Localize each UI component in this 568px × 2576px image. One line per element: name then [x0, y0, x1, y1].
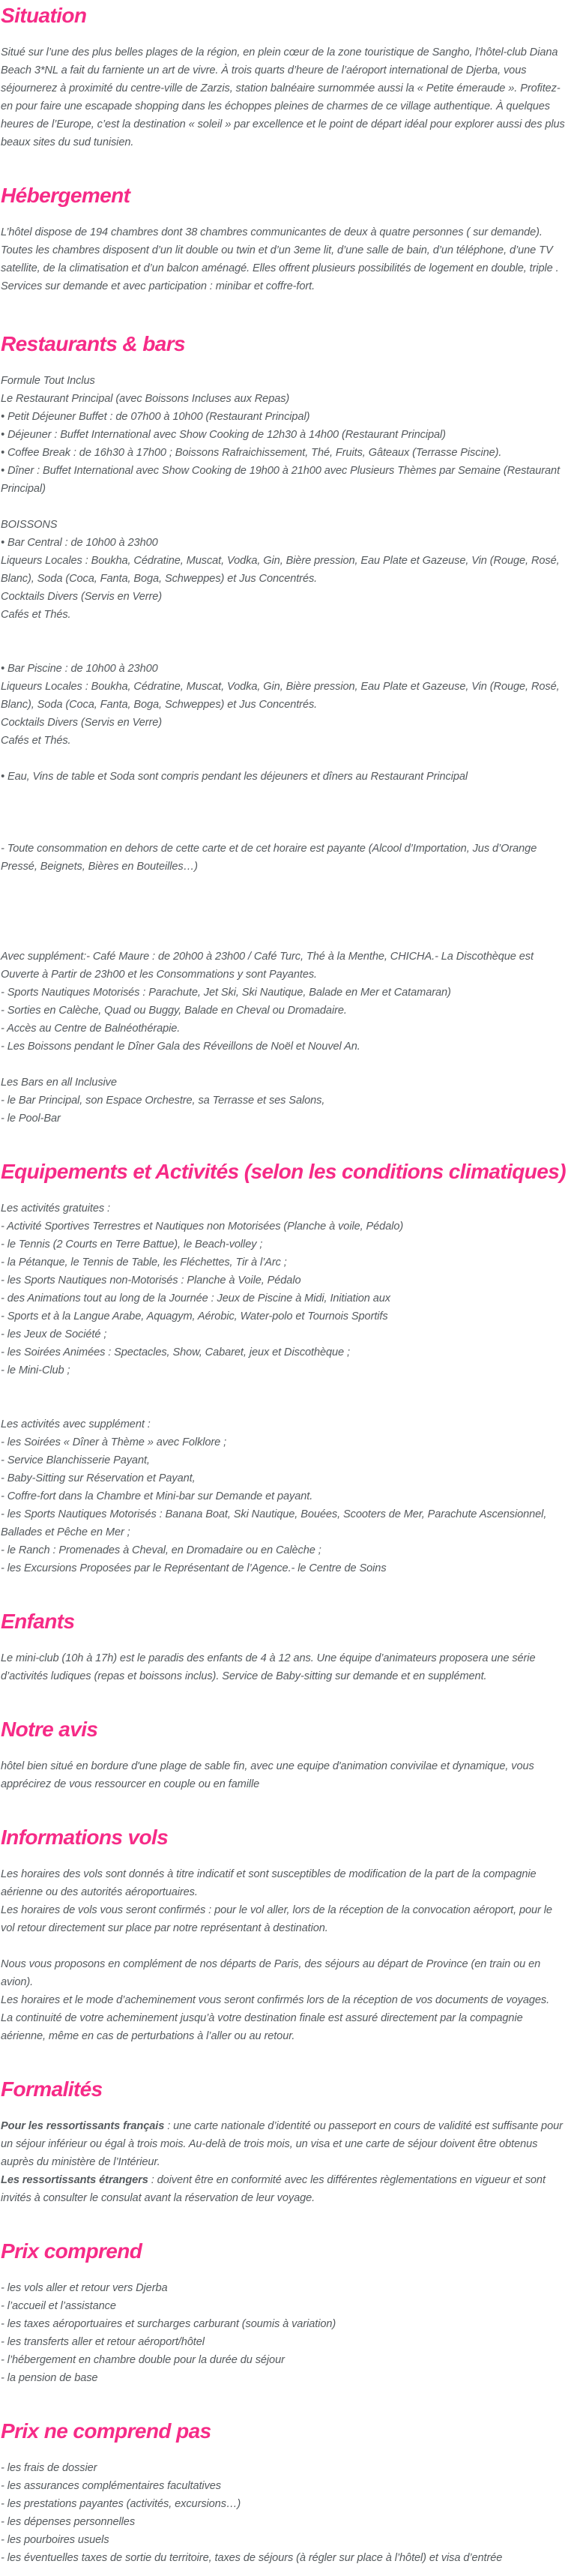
paragraph: - le Tennis (2 Courts en Terre Battue), le Beach-volley ;	[1, 1239, 263, 1251]
paragraph: - les Sports Nautiques Motorisés : Banana Boat, Ski Nautique, Bouées, Scooters de Mer, Parachute Ascensionnel, Ballades et Pêche en Mer ;	[1, 1508, 547, 1538]
text-block	[1, 1074, 567, 1128]
section-heading-prix-comprend: Prix comprend	[1, 2239, 142, 2263]
text-block	[1, 1649, 567, 1685]
paragraph: Avec supplément:- Café Maure : de 20h00 à 23h00 / Café Turc, Thé à la Menthe, CHICHA.- La Discothèque est Ouverte à Partir de 23h00 et les Consommations y sont Payantes.	[1, 951, 534, 981]
paragraph: - Service Blanchisserie Payant,	[1, 1454, 150, 1466]
section-enfants	[1, 1609, 567, 1685]
paragraph: - l’accueil et l’assistance	[1, 2300, 116, 2312]
paragraph-text: : une carte nationale d’identité ou passeport en cours de validité est suffisante pour un séjour inférieur ou égal à trois mois. Au-delà de trois mois, un visa et une carte de séjour doivent être obtenus auprès du ministère de l’Intérieur.	[1, 2120, 563, 2168]
paragraph: - Toute consommation en dehors de cette carte et de cet horaire est payante (Alcool d’Importation, Jus d’Orange Pressé, Beignets, Bières en Bouteilles…)	[1, 843, 537, 873]
paragraph: Nous vous proposons en complément de nos départs de Paris, des séjours au départ de Province (en train ou en avion).	[1, 1958, 541, 1988]
section-heading-hebergement: Hébergement	[1, 184, 130, 207]
section-restaurants-bars	[1, 331, 567, 1128]
paragraph: - Sports Nautiques Motorisés : Parachute, Jet Ski, Ski Nautique, Balade en Mer et Catamaran)	[1, 987, 451, 999]
paragraph: - l’hébergement en chambre double pour la durée du séjour	[1, 2354, 285, 2366]
paragraph: - les taxes aéroportuaires et surcharges carburant (soumis à variation)	[1, 2318, 336, 2330]
section-heading-equipements-activites: Equipements et Activités (selon les conditions climatiques)	[1, 1160, 566, 1183]
paragraph: Cafés et Thés.	[1, 735, 71, 747]
paragraph: Le mini-club (10h à 17h) est le paradis des enfants de 4 à 12 ans. Une équipe d’animateurs proposera une série d’activités ludiques (repas et boissons inclus). Service de Baby-sitting sur demande et en supplément.	[1, 1652, 536, 1682]
paragraph: - les assurances complémentaires facultatives	[1, 2480, 221, 2492]
text-block	[1, 1757, 567, 1793]
paragraph: • Déjeuner : Buffet International avec Show Cooking de 12h30 à 14h00 (Restaurant Principal)	[1, 429, 446, 441]
section-heading-enfants: Enfants	[1, 1610, 75, 1633]
section-formalites	[1, 2077, 567, 2207]
section-heading-situation: Situation	[1, 4, 87, 27]
text-block	[1, 840, 567, 876]
paragraph: Liqueurs Locales : Boukha, Cédratine, Muscat, Vodka, Gin, Bière pression, Eau Plate et Gazeuse, Vin (Rouge, Rosé, Blanc), Soda (Coca, Fanta, Boga, Schweppes) et Jus Concentrés.	[1, 681, 560, 711]
text-block	[1, 1865, 567, 1937]
section-hebergement	[1, 183, 567, 295]
paragraph-with-lead	[1, 2171, 567, 2207]
section-notre-avis	[1, 1717, 567, 1793]
paragraph: - la pension de base	[1, 2372, 98, 2384]
paragraph: Cocktails Divers (Servis en Verre)	[1, 717, 163, 729]
text-block	[1, 372, 567, 498]
text-block	[1, 516, 567, 624]
paragraph: • Petit Déjeuner Buffet : de 07h00 à 10h00 (Restaurant Principal)	[1, 411, 310, 423]
paragraph: - le Mini-Club ;	[1, 1364, 70, 1376]
section-prix-comprend	[1, 2239, 567, 2387]
paragraph: Formule Tout Inclus	[1, 375, 95, 387]
paragraph: - les vols aller et retour vers Djerba	[1, 2282, 168, 2294]
paragraph: Les horaires et le mode d’acheminement vous seront confirmés lors de la réception de vos documents de voyages.	[1, 1994, 550, 2006]
paragraph: Les Bars en all Inclusive	[1, 1077, 117, 1089]
paragraph: Liqueurs Locales : Boukha, Cédratine, Muscat, Vodka, Gin, Bière pression, Eau Plate et Gazeuse, Vin (Rouge, Rosé, Blanc), Soda (Coca, Fanta, Boga, Schweppes) et Jus Concentrés.	[1, 555, 560, 585]
paragraph: - les pourboires usuels	[1, 2534, 109, 2546]
paragraph: • Bar Central : de 10h00 à 23h00	[1, 537, 158, 549]
text-block	[1, 1200, 567, 1379]
paragraph: - Accès au Centre de Balnéothérapie.	[1, 1023, 181, 1035]
section-heading-prix-ne-comprend-pas: Prix ne comprend pas	[1, 2419, 211, 2443]
paragraph: - les dépenses personnelles	[1, 2516, 136, 2528]
paragraph: L’hôtel dispose de 194 chambres dont 38 chambres communicantes de deux à quatre personnes ( sur demande). Toutes les chambres disposent d’un lit double ou twin et d’un 3eme lit, d’une salle de bain, d’un téléphone, d’une TV satellite, de la climatisation et d’un balcon aménagé. Elles offrent plusieurs possibilités de logement en double, triple . Services sur demande et avec participation : minibar et coffre-fort.	[1, 226, 559, 292]
paragraph: Situé sur l’une des plus belles plages de la région, en plein cœur de la zone touristique de Sangho, l’hôtel-club Diana Beach 3*NL a fait du farniente un art de vivre. À trois quarts d’heure de l’aéroport international de Djerba, vous séjournerez à proximité du centre-ville de Zarzis, station balnéaire surnommée aussi la « Petite émeraude ». Profitez-en pour faire une escapade shopping dans les échoppes pleines de charmes de ce village authentique. À quelques heures de l’Europe, c’est la destination « soleil » par excellence et le point de départ idéal pour explorer aussi des plus beaux sites du sud tunisien.	[1, 46, 565, 148]
paragraph-text: : doivent être en conformité avec les différentes règlementations en vigueur et sont invités à consulter le consulat avant la réservation de leur voyage.	[1, 2174, 546, 2204]
text-block	[1, 768, 567, 786]
paragraph: - Sorties en Calèche, Quad ou Buggy, Balade en Cheval ou Dromadaire.	[1, 1005, 347, 1017]
paragraph: • Coffee Break : de 16h30 à 17h00 ; Boissons Rafraichissement, Thé, Fruits, Gâteaux (Terrasse Piscine).	[1, 447, 502, 459]
text-block	[1, 2117, 567, 2207]
section-situation	[1, 3, 567, 151]
paragraph: - les frais de dossier	[1, 2462, 97, 2474]
text-block	[1, 2279, 567, 2387]
section-prix-ne-comprend-pas	[1, 2419, 567, 2567]
paragraph: - le Ranch : Promenades à Cheval, en Dromadaire ou en Calèche ;	[1, 1544, 321, 1556]
paragraph: - Baby-Sitting sur Réservation et Payant,	[1, 1472, 196, 1484]
section-equipements-activites	[1, 1159, 567, 1577]
paragraph: - les Excursions Proposées par le Représentant de l’Agence.- le Centre de Soins	[1, 1562, 387, 1574]
text-block	[1, 1955, 567, 2045]
section-heading-notre-avis: Notre avis	[1, 1718, 98, 1741]
section-informations-vols	[1, 1825, 567, 2045]
paragraph: - les Sports Nautiques non-Motorisés : Planche à Voile, Pédalo	[1, 1275, 301, 1287]
section-heading-restaurants-bars: Restaurants & bars	[1, 332, 185, 355]
paragraph: • Bar Piscine : de 10h00 à 23h00	[1, 663, 158, 675]
paragraph: Les activités gratuites :	[1, 1203, 110, 1215]
paragraph: Les activités avec supplément :	[1, 1418, 151, 1430]
paragraph-lead: Les ressortissants étrangers	[1, 2174, 148, 2186]
paragraph: - Coffre-fort dans la Chambre et Mini-bar sur Demande et payant.	[1, 1490, 313, 1502]
paragraph: - Activité Sportives Terrestres et Nautiques non Motorisées (Planche à voile, Pédalo)	[1, 1221, 404, 1233]
paragraph: - le Pool-Bar	[1, 1113, 61, 1125]
paragraph: BOISSONS	[1, 519, 58, 531]
paragraph: Les horaires des vols sont donnés à titre indicatif et sont susceptibles de modification de la part de la compagnie aérienne ou des autorités aéroportuaires.	[1, 1868, 537, 1898]
paragraph: hôtel bien situé en bordure d'une plage de sable fin, avec une equipe d'animation convivilae et dynamique, vous apprécirez de vous ressourcer en couple ou en famille	[1, 1760, 534, 1790]
text-block	[1, 43, 567, 151]
paragraph: - les Jeux de Société ;	[1, 1328, 107, 1340]
paragraph: • Dîner : Buffet International avec Show Cooking de 19h00 à 21h00 avec Plusieurs Thèmes par Semaine (Restaurant Principal)	[1, 465, 561, 495]
section-heading-formalites: Formalités	[1, 2077, 103, 2101]
text-block	[1, 2459, 567, 2567]
paragraph: Cocktails Divers (Servis en Verre)	[1, 591, 163, 603]
paragraph-lead: Pour les ressortissants français	[1, 2120, 165, 2132]
sections-container	[1, 3, 567, 2567]
paragraph: - les prestations payantes (activités, excursions…)	[1, 2498, 241, 2510]
paragraph: Le Restaurant Principal (avec Boissons Incluses aux Repas)	[1, 393, 290, 405]
paragraph: - les Soirées Animées : Spectacles, Show, Cabaret, jeux et Discothèque ;	[1, 1346, 350, 1358]
paragraph: - les éventuelles taxes de sortie du territoire, taxes de séjours (à régler sur place à l’hôtel) et visa d’entrée	[1, 2552, 503, 2564]
paragraph: - la Pétanque, le Tennis de Table, les Fléchettes, Tir à l’Arc ;	[1, 1257, 287, 1269]
paragraph: - les Soirées « Dîner à Thème » avec Folklore ;	[1, 1436, 227, 1448]
paragraph: - les transferts aller et retour aéroport/hôtel	[1, 2336, 205, 2348]
paragraph: • Eau, Vins de table et Soda sont compris pendant les déjeuners et dîners au Restaurant Principal	[1, 771, 468, 783]
paragraph: - le Bar Principal, son Espace Orchestre, sa Terrasse et ses Salons,	[1, 1095, 325, 1107]
paragraph: - Sports et à la Langue Arabe, Aquagym, Aérobic, Water-polo et Tournois Sportifs	[1, 1310, 388, 1322]
paragraph: Les horaires de vols vous seront confirmés : pour le vol aller, lors de la réception de la convocation aéroport, pour le vol retour directement sur place par notre représentant à destination.	[1, 1904, 552, 1934]
text-block	[1, 660, 567, 750]
section-heading-informations-vols: Informations vols	[1, 1826, 169, 1849]
paragraph: - des Animations tout au long de la Journée : Jeux de Piscine à Midi, Initiation aux	[1, 1292, 390, 1304]
paragraph: - Les Boissons pendant le Dîner Gala des Réveillons de Noël et Nouvel An.	[1, 1041, 360, 1053]
paragraph: Cafés et Thés.	[1, 609, 71, 621]
text-block	[1, 948, 567, 1056]
text-block	[1, 1415, 567, 1577]
paragraph-with-lead	[1, 2117, 567, 2171]
paragraph: La continuité de votre acheminement jusqu’à votre destination finale est assuré directement par la compagnie aérienne, même en cas de perturbations à l’aller ou au retour.	[1, 2012, 523, 2042]
text-block	[1, 223, 567, 295]
